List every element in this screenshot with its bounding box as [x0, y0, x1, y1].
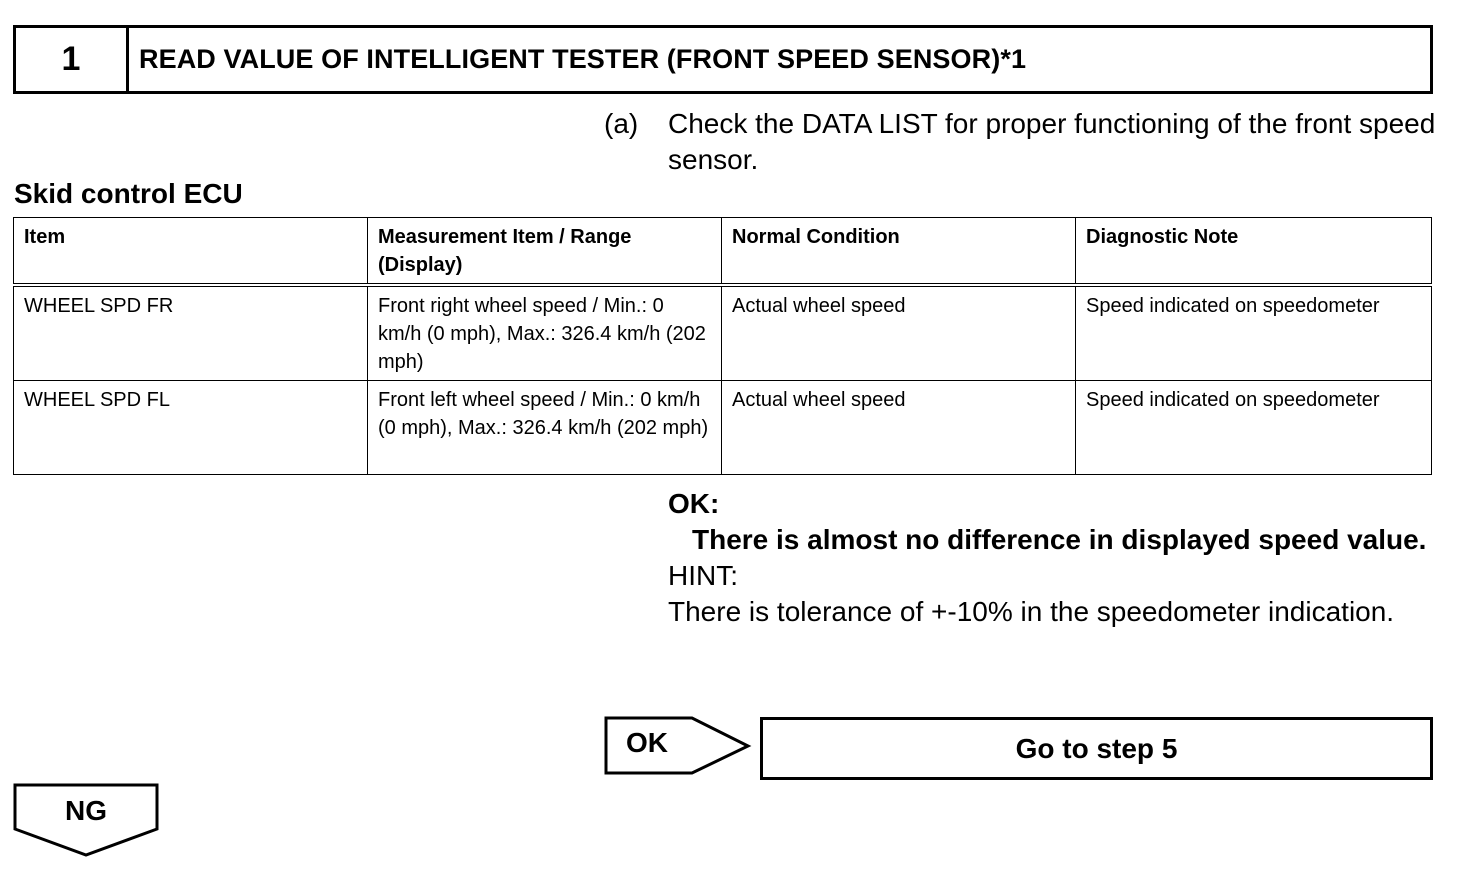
cell-normal-condition: Actual wheel speed	[722, 381, 1076, 475]
cell-measurement: Front right wheel speed / Min.: 0 km/h (0 mph), Max.: 326.4 km/h (202 mph)	[368, 285, 722, 381]
header-measurement: Measurement Item / Range (Display)	[368, 218, 722, 286]
table-row	[14, 285, 1432, 381]
step-header	[13, 25, 1433, 94]
cell-item: WHEEL SPD FL	[14, 381, 368, 475]
hint-label: HINT:	[668, 560, 738, 591]
table-row	[14, 381, 1432, 475]
cell-item: WHEEL SPD FR	[14, 285, 368, 381]
cell-diagnostic-note: Speed indicated on speedometer	[1076, 285, 1432, 381]
step-number: 1	[16, 28, 129, 91]
section-title: Skid control ECU	[14, 178, 243, 209]
ok-branch-label: OK	[626, 727, 668, 758]
instruction-text: Check the DATA LIST for proper functioning of the front speed sensor.	[668, 108, 1436, 175]
step-title: READ VALUE OF INTELLIGENT TESTER (FRONT SPEED SENSOR)*1	[139, 44, 1027, 74]
ok-criteria-label: OK:	[668, 488, 720, 519]
header-normal-condition: Normal Condition	[722, 218, 1076, 286]
header-item: Item	[14, 218, 368, 286]
table-header-row	[14, 218, 1432, 286]
ng-branch-label: NG	[65, 795, 107, 826]
cell-measurement: Front left wheel speed / Min.: 0 km/h (0 mph), Max.: 326.4 km/h (202 mph)	[368, 381, 722, 475]
ng-branch-tag	[13, 783, 159, 857]
instruction	[604, 106, 1444, 178]
ok-criteria-block	[668, 486, 1448, 630]
ok-branch-tag	[604, 716, 752, 776]
hint-text: There is tolerance of +-10% in the speedometer indication.	[668, 596, 1395, 627]
data-list-table	[13, 217, 1432, 475]
cell-diagnostic-note: Speed indicated on speedometer	[1076, 381, 1432, 475]
ok-criteria-text: There is almost no difference in displayed speed value.	[692, 524, 1427, 555]
go-to-step-link[interactable]: Go to step 5	[760, 717, 1433, 780]
header-diagnostic-note: Diagnostic Note	[1076, 218, 1432, 286]
instruction-label: (a)	[604, 108, 639, 139]
cell-normal-condition: Actual wheel speed	[722, 285, 1076, 381]
